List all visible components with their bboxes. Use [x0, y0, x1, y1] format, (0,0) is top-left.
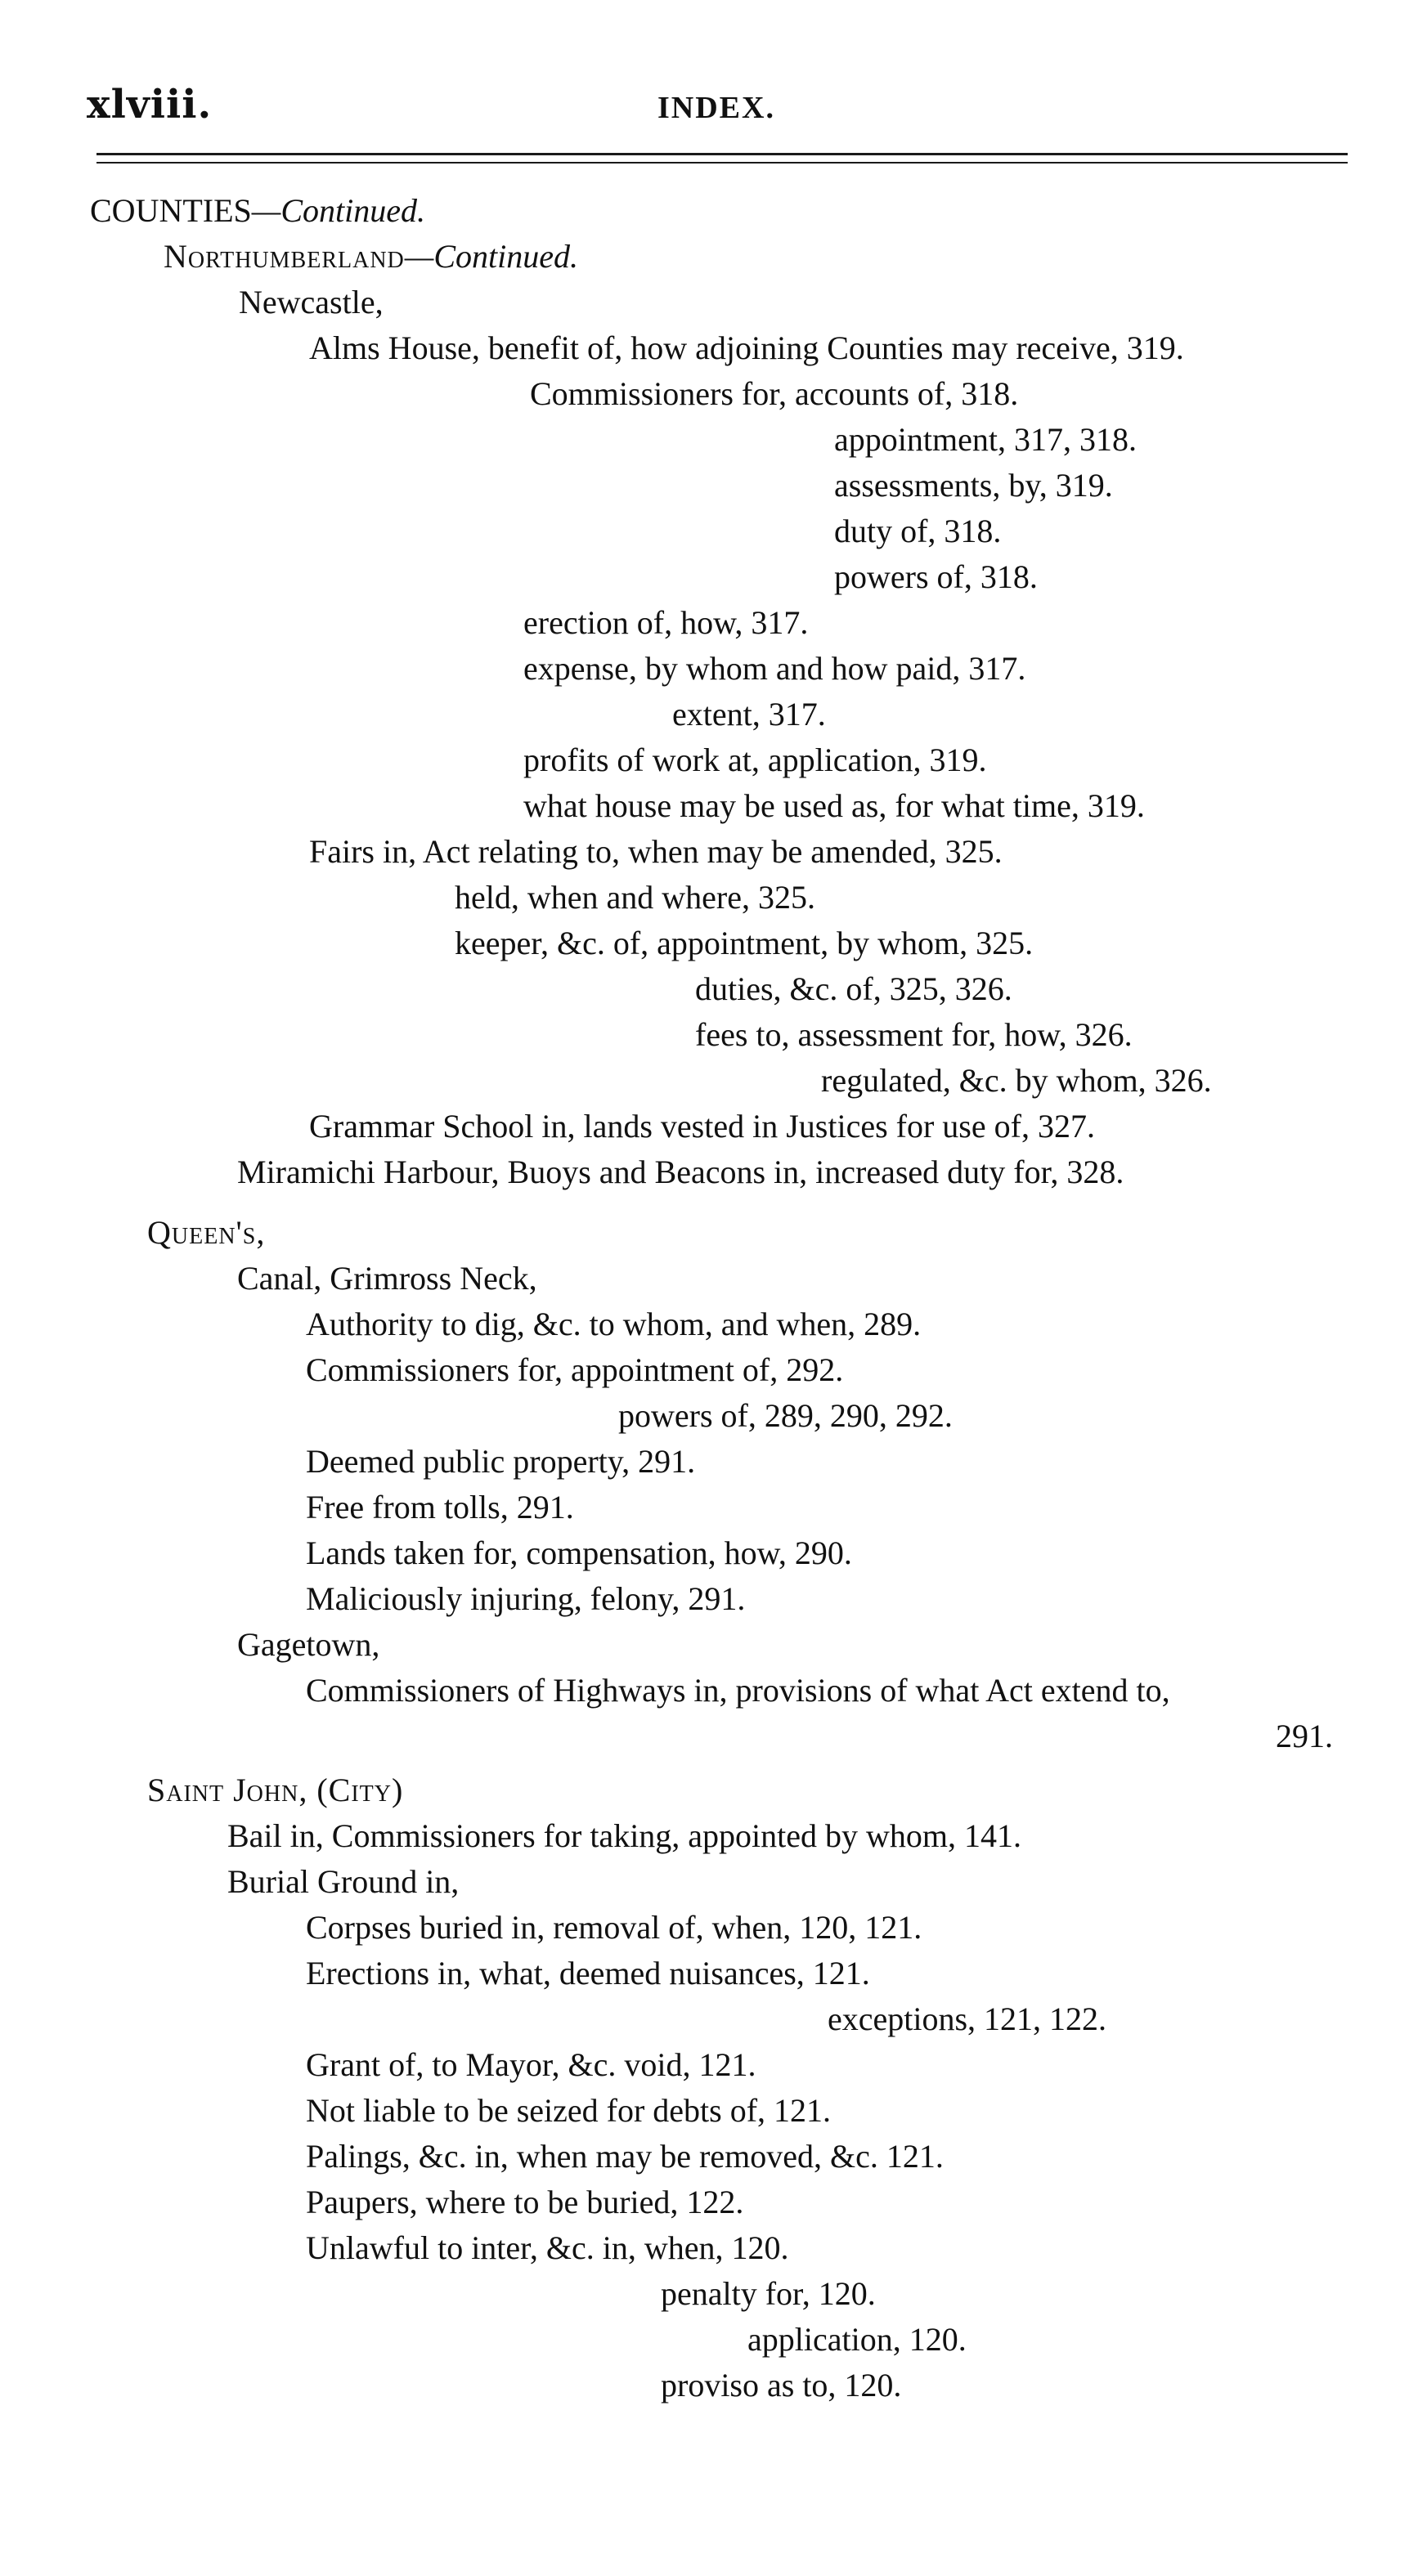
- entry-powers-of-318: powers of, 318.: [834, 558, 1038, 595]
- entry-northumberland-cont: —Continued.: [404, 238, 578, 275]
- entry-saint-john: Saint John, (City): [147, 1772, 404, 1808]
- entry-proviso: proviso as to, 120.: [661, 2367, 902, 2404]
- entry-exceptions: exceptions, 121, 122.: [828, 2000, 1107, 2037]
- entry-commissioners-highways: Commissioners of Highways in, provisions of what Act extend to,: [306, 1672, 1170, 1709]
- entry-counties: [90, 192, 426, 229]
- entry-fairs-in: Fairs in, Act relating to, when may be amended, 325.: [309, 833, 1003, 870]
- entry-appointment-317: appointment, 317, 318.: [834, 421, 1137, 458]
- entry-bail-in: Bail in, Commissioners for taking, appointed by whom, 141.: [227, 1817, 1022, 1854]
- entry-miramichi: Miramichi Harbour, Buoys and Beacons in, increased duty for, 328.: [237, 1154, 1124, 1190]
- entry-paupers: Paupers, where to be buried, 122.: [306, 2184, 744, 2220]
- entry-keeper: keeper, &c. of, appointment, by whom, 325.: [455, 925, 1034, 961]
- entry-alms-house: Alms House, benefit of, how adjoining Counties may receive, 319.: [309, 329, 1184, 366]
- entry-expense: expense, by whom and how paid, 317.: [523, 650, 1026, 687]
- entry-newcastle: Newcastle,: [239, 284, 384, 320]
- entry-powers-of-289: powers of, 289, 290, 292.: [618, 1397, 953, 1434]
- entry-northumberland: [164, 240, 578, 273]
- entry-grammar-school: Grammar School in, lands vested in Justices for use of, 327.: [309, 1108, 1095, 1145]
- entry-not-liable: Not liable to be seized for debts of, 121.: [306, 2092, 832, 2129]
- entry-fees-to: fees to, assessment for, how, 326.: [695, 1016, 1133, 1053]
- entry-canal: Canal, Grimross Neck,: [237, 1260, 537, 1297]
- entry-counties-main: COUNTIES: [90, 192, 252, 229]
- entry-penalty-for: penalty for, 120.: [661, 2275, 876, 2312]
- entry-duty-of-318: duty of, 318.: [834, 513, 1002, 549]
- entry-assessments-by: assessments, by, 319.: [834, 467, 1113, 504]
- entry-northumberland-main: Northumberland: [164, 238, 405, 275]
- entry-held-when: held, when and where, 325.: [455, 879, 815, 916]
- header-rule-thin: [96, 162, 1348, 164]
- entry-grant-of: Grant of, to Mayor, &c. void, 121.: [306, 2046, 756, 2083]
- entry-commissioners-appointment: Commissioners for, appointment of, 292.: [306, 1351, 844, 1388]
- entry-highways-page: 291.: [1276, 1718, 1333, 1754]
- entry-authority: Authority to dig, &c. to whom, and when, 289.: [306, 1306, 922, 1342]
- entry-queens: Queen's,: [147, 1214, 266, 1251]
- page-number: xlviii.: [87, 82, 213, 128]
- entry-lands-taken: Lands taken for, compensation, how, 290.: [306, 1534, 852, 1571]
- entry-deemed-public: Deemed public property, 291.: [306, 1443, 696, 1480]
- entry-maliciously: Maliciously injuring, felony, 291.: [306, 1580, 746, 1617]
- entry-gagetown: Gagetown,: [237, 1626, 380, 1663]
- entry-application-120: application, 120.: [747, 2321, 967, 2358]
- entry-unlawful: Unlawful to inter, &c. in, when, 120.: [306, 2229, 789, 2266]
- entry-erection-of: erection of, how, 317.: [523, 604, 809, 641]
- entry-corpses: Corpses buried in, removal of, when, 120, 121.: [306, 1909, 922, 1946]
- entry-burial-ground: Burial Ground in,: [227, 1863, 460, 1900]
- entry-erections: Erections in, what, deemed nuisances, 121.: [306, 1955, 870, 1991]
- entry-profits-of-work: profits of work at, application, 319.: [523, 741, 987, 778]
- entry-palings: Palings, &c. in, when may be removed, &c. 121.: [306, 2138, 944, 2175]
- entry-free-from-tolls: Free from tolls, 291.: [306, 1489, 574, 1525]
- entry-regulated: regulated, &c. by whom, 326.: [821, 1062, 1212, 1099]
- entry-counties-cont: —Continued.: [251, 192, 426, 229]
- running-head: INDEX.: [657, 91, 775, 125]
- header-rule-thick: [96, 153, 1348, 155]
- entry-what-house: what house may be used as, for what time, 319.: [523, 787, 1145, 824]
- entry-commissioners-accounts: Commissioners for, accounts of, 318.: [530, 375, 1019, 412]
- entry-duties-of: duties, &c. of, 325, 326.: [695, 970, 1012, 1007]
- entry-extent: extent, 317.: [672, 696, 826, 732]
